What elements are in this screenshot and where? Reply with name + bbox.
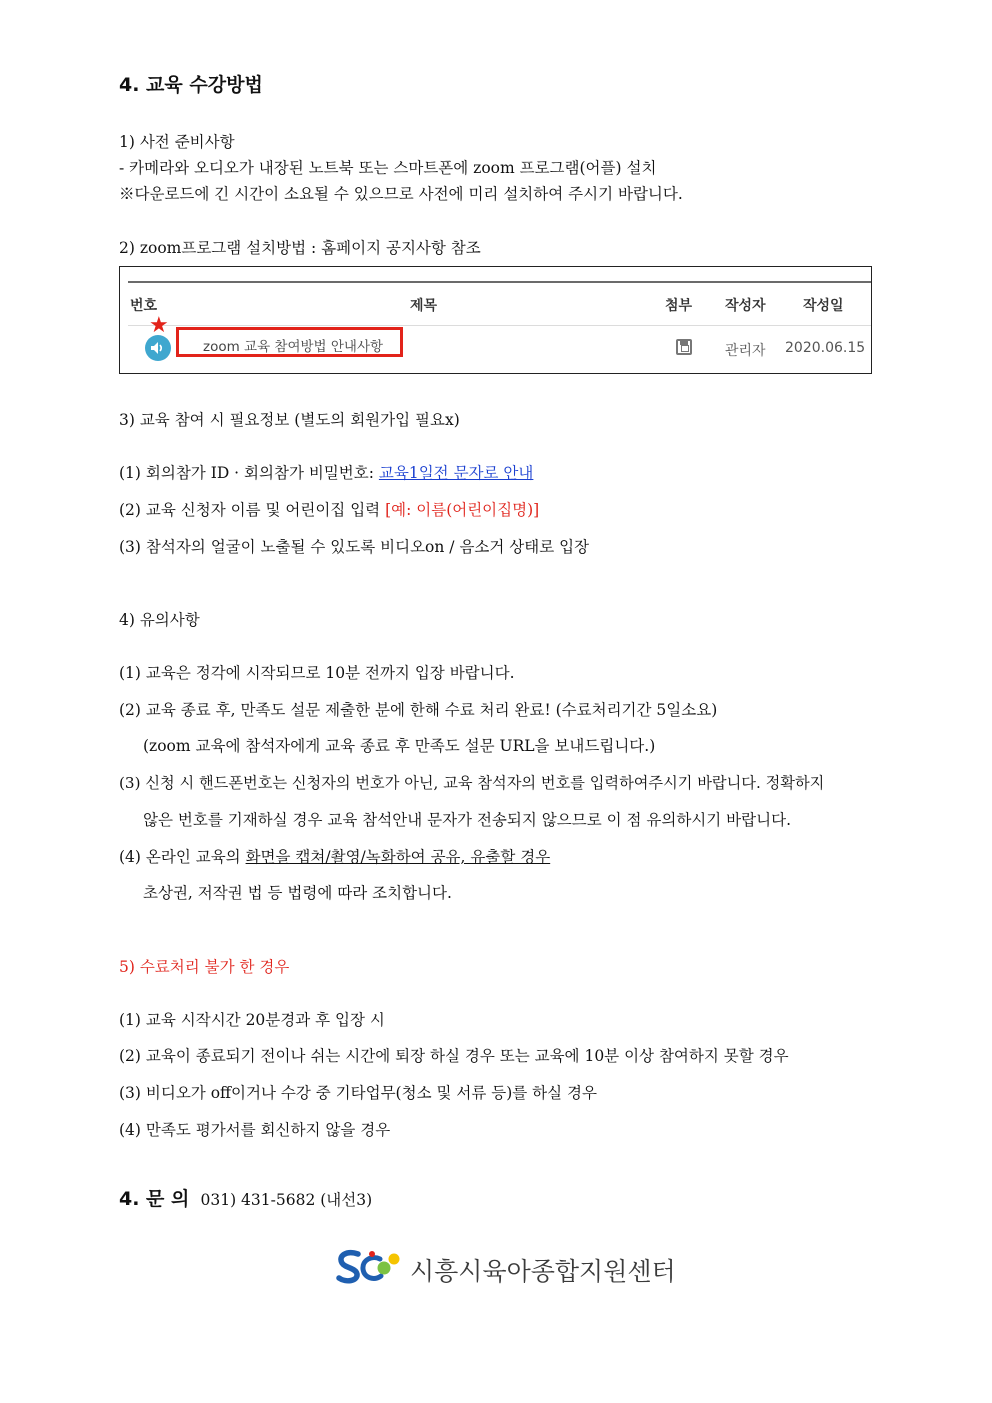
- notes-item-4-text: (4) 온라인 교육의: [119, 848, 246, 866]
- row-date: 2020.06.15: [785, 340, 866, 356]
- header-date: 작성일: [803, 298, 844, 314]
- info-item-2-example: [예: 이름(어린이집명)]: [385, 501, 540, 519]
- fail-item-4: (4) 만족도 평가서를 회신하지 않을 경우: [119, 1121, 391, 1139]
- notes-item-2: (2) 교육 종료 후, 만족도 설문 제출한 분에 한해 수료 처리 완료! (수료처리기간 5일소요): [119, 701, 718, 719]
- contact-line: [119, 1184, 372, 1211]
- notes-item-4-cont: 초상권, 저작권 법 등 법령에 따라 조치합니다.: [143, 884, 452, 902]
- notes-title: 4) 유의사항: [119, 611, 200, 629]
- header-no: 번호: [130, 298, 158, 314]
- info-item-1: [119, 463, 533, 483]
- header-author: 작성자: [725, 298, 766, 314]
- fail-item-1: (1) 교육 시작시간 20분경과 후 입장 시: [119, 1011, 385, 1029]
- speaker-icon: [145, 335, 171, 361]
- center-logo-icon: [336, 1246, 406, 1286]
- notes-item-4-underline: 화면을 캡쳐/촬영/녹화하여 공유, 유출할 경우: [245, 848, 551, 866]
- prep-line-1: - 카메라와 오디오가 내장된 노트북 또는 스마트폰에 zoom 프로그램(어플) 설치: [119, 159, 657, 177]
- fail-title: 5) 수료처리 불가 한 경우: [119, 958, 290, 976]
- fail-item-3: (3) 비디오가 off이거나 수강 중 기타업무(청소 및 서류 등)를 하실 경우: [119, 1084, 597, 1102]
- notes-item-1: (1) 교육은 정각에 시작되므로 10분 전까지 입장 바랍니다.: [119, 664, 515, 682]
- row-author: 관리자: [725, 343, 766, 359]
- board-header: [128, 281, 871, 326]
- info-item-1-text: (1) 회의참가 ID · 회의참가 비밀번호:: [119, 464, 379, 482]
- notes-item-2-cont: (zoom 교육에 참석자에게 교육 종료 후 만족도 설문 URL을 보내드립니다.): [143, 737, 656, 755]
- info-item-1-link[interactable]: 교육1일전 문자로 안내: [378, 464, 534, 482]
- notes-item-4: [119, 847, 550, 867]
- star-marker-icon: ★: [149, 313, 169, 338]
- contact-phone: 031) 431-5682 (내선3): [200, 1191, 373, 1209]
- footer-logo: [336, 1246, 676, 1286]
- floppy-disk-icon[interactable]: [676, 339, 692, 355]
- info-item-3: (3) 참석자의 얼굴이 노출될 수 있도록 비디오on / 음소거 상태로 입장: [119, 538, 590, 556]
- header-subject: 제목: [410, 298, 438, 314]
- org-name: 시흥시육아종합지원센터: [410, 1257, 676, 1286]
- install-title: 2) zoom프로그램 설치방법 : 홈페이지 공지사항 참조: [119, 239, 481, 257]
- info-item-2: [119, 500, 539, 520]
- row-subject-link[interactable]: zoom 교육 참여방법 안내사항: [203, 339, 384, 355]
- section-heading: 4. 교육 수강방법: [119, 74, 263, 96]
- highlight-box: [176, 327, 403, 357]
- notes-item-3-cont: 않은 번호를 기재하실 경우 교육 참석안내 문자가 전송되지 않으므로 이 점 유의하시기 바랍니다.: [143, 811, 792, 829]
- board-row[interactable]: [128, 313, 871, 371]
- header-attach: 첨부: [665, 298, 693, 314]
- prep-line-2: ※다운로드에 긴 시간이 소요될 수 있으므로 사전에 미리 설치하여 주시기 바랍니다.: [119, 185, 683, 203]
- fail-item-2: (2) 교육이 종료되기 전이나 쉬는 시간에 퇴장 하실 경우 또는 교육에 10분 이상 참여하지 못할 경우: [119, 1047, 789, 1065]
- contact-label: 4. 문 의: [119, 1188, 190, 1210]
- notes-item-3: (3) 신청 시 핸드폰번호는 신청자의 번호가 아닌, 교육 참석자의 번호를 입력하여주시기 바랍니다. 정확하지: [119, 774, 825, 792]
- prep-title: 1) 사전 준비사항: [119, 133, 235, 151]
- info-item-2-text: (2) 교육 신청자 이름 및 어린이집 입력: [119, 501, 386, 519]
- info-title: 3) 교육 참여 시 필요정보 (별도의 회원가입 필요x): [119, 411, 460, 429]
- notice-board-screenshot: [119, 266, 872, 374]
